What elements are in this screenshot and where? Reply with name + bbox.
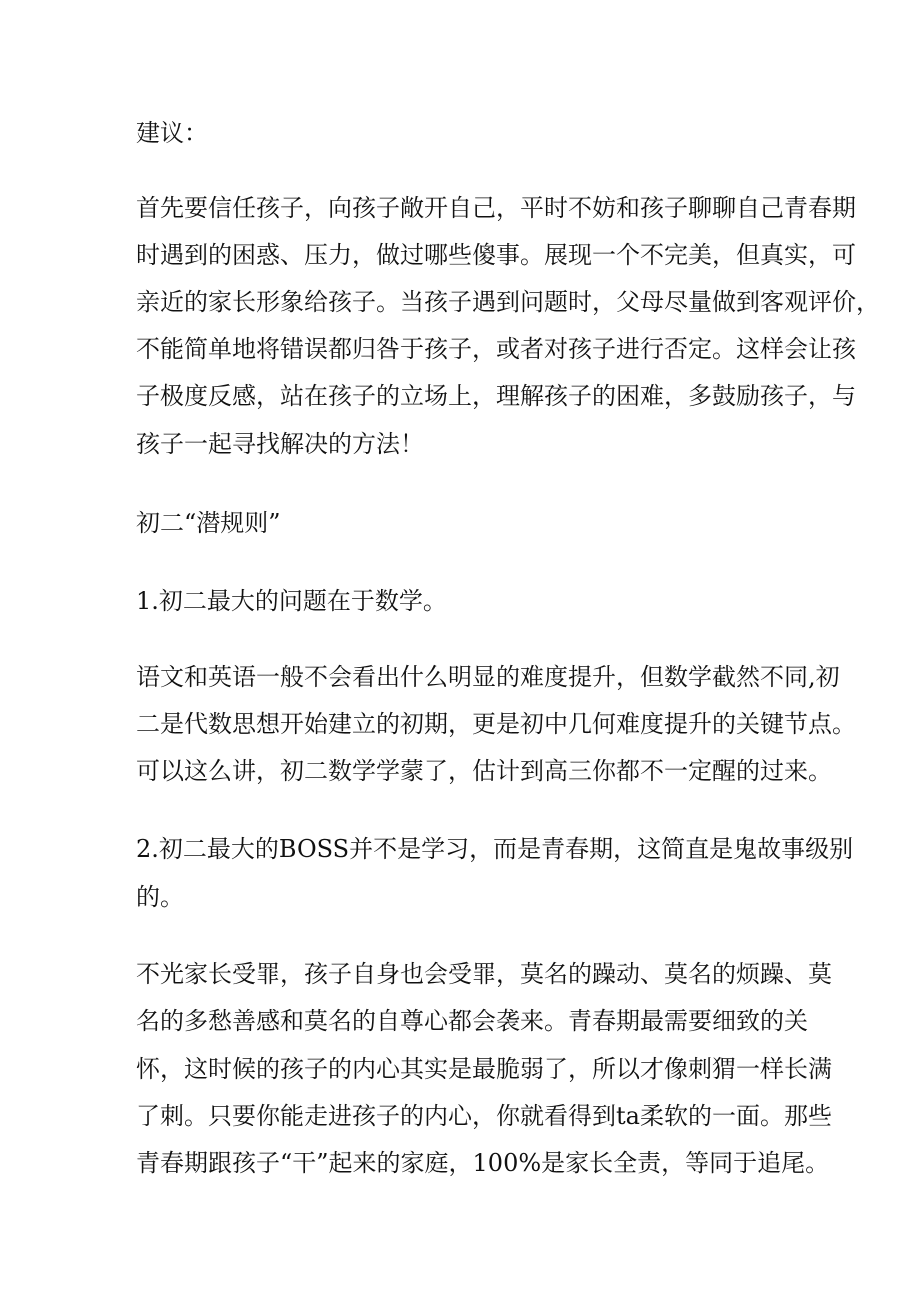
section-heading: 初二“潜规则”: [136, 509, 281, 537]
point-heading-1: 1.初二最大的问题在于数学。: [136, 587, 447, 615]
paragraph-line: 怀，这时候的孩子的内心其实是最脆弱了，所以才像刺猬一样长满: [136, 1055, 832, 1083]
point-heading-2: 2.初二最大的BOSS并不是学习，而是青春期，这简直是鬼故事级别: [136, 835, 854, 863]
paragraph-line: 不光家长受罪，孩子自身也会受罪，莫名的躁动、莫名的烦躁、莫: [136, 960, 832, 988]
point-heading-2-cont: 的。: [136, 883, 184, 911]
paragraph-line: 可以这么讲，初二数学学蒙了，估计到高三你都不一定醒的过来。: [136, 757, 832, 785]
paragraph-line: 二是代数思想开始建立的初期，更是初中几何难度提升的关键节点。: [136, 710, 856, 738]
paragraph-line: 子极度反感，站在孩子的立场上，理解孩子的困难，多鼓励孩子，与: [136, 382, 856, 410]
paragraph-line: 青春期跟孩子“干”起来的家庭，100%是家长全责，等同于追尾。: [136, 1149, 830, 1177]
paragraph-line: 了刺。只要你能走进孩子的内心，你就看得到ta柔软的一面。那些: [136, 1102, 832, 1130]
heading-suggestion: 建议：: [136, 119, 208, 147]
paragraph-line: 语文和英语一般不会看出什么明显的难度提升，但数学截然不同,初: [136, 663, 840, 691]
paragraph-line: 不能简单地将错误都归咎于孩子，或者对孩子进行否定。这样会让孩: [136, 335, 856, 363]
paragraph-line: 亲近的家长形象给孩子。当孩子遇到问题时，父母尽量做到客观评价，: [136, 288, 880, 316]
paragraph-line: 首先要信任孩子，向孩子敞开自己，平时不妨和孩子聊聊自己青春期: [136, 194, 856, 222]
paragraph-line: 孩子一起寻找解决的方法！: [136, 430, 424, 458]
paragraph-line: 时遇到的困惑、压力，做过哪些傻事。展现一个不完美，但真实，可: [136, 241, 856, 269]
paragraph-line: 名的多愁善感和莫名的自尊心都会袭来。青春期最需要细致的关: [136, 1007, 808, 1035]
